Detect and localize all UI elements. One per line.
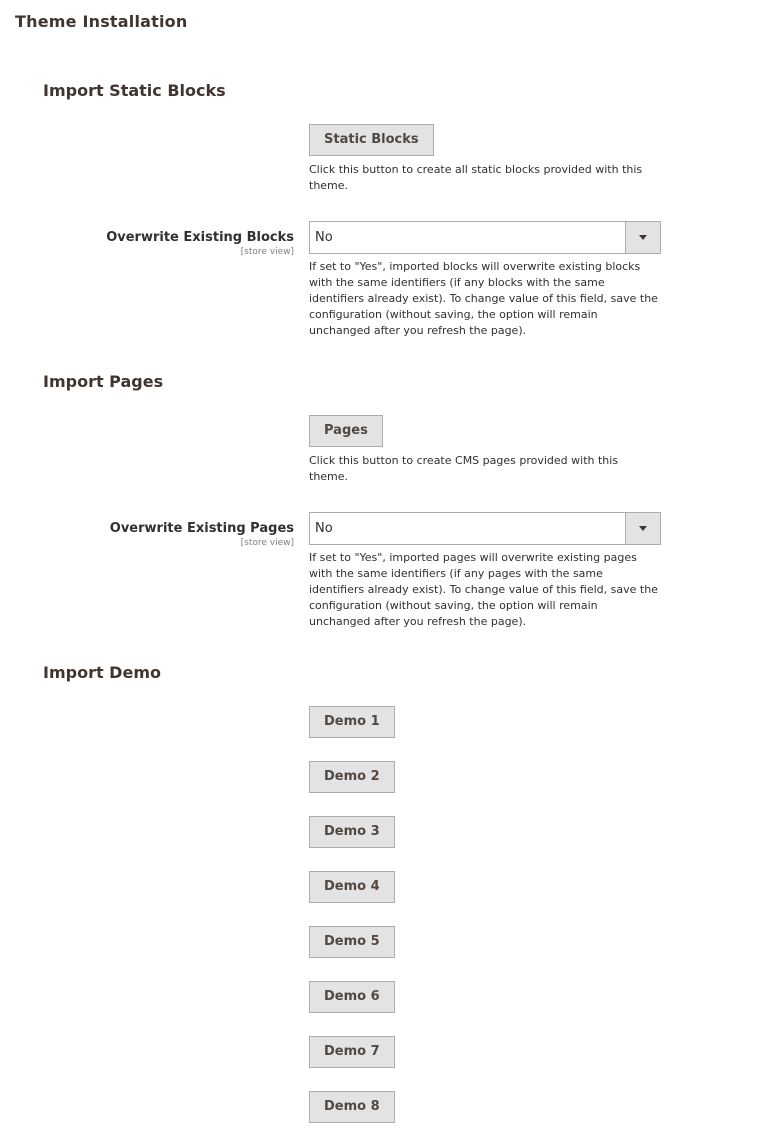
- overwrite-blocks-note: If set to "Yes", imported blocks will overwrite existing blocks with the same identifiers (if any blocks with the same identifiers already exist). To change value of this field, save the configuration (without saving, the option will remain unchanged after you refresh the page).: [309, 260, 658, 337]
- page-title: Theme Installation: [15, 12, 188, 31]
- section-title-demo: Import Demo: [43, 663, 161, 682]
- demo-7-button[interactable]: Demo 7: [309, 1036, 395, 1068]
- overwrite-pages-scope: [store view]: [240, 538, 294, 548]
- overwrite-pages-select[interactable]: [309, 512, 661, 545]
- dropdown-arrow-box: [625, 222, 660, 253]
- pages-button[interactable]: Pages: [309, 415, 383, 447]
- overwrite-blocks-select[interactable]: [309, 221, 661, 254]
- overwrite-pages-label: Overwrite Existing Pages: [109, 521, 294, 536]
- overwrite-pages-value: No: [315, 521, 333, 536]
- static-blocks-button[interactable]: Static Blocks: [309, 124, 434, 156]
- chevron-down-icon: [639, 235, 647, 240]
- section-title-static-blocks: Import Static Blocks: [43, 81, 226, 100]
- overwrite-blocks-label: Overwrite Existing Blocks: [106, 230, 294, 245]
- demo-2-button[interactable]: Demo 2: [309, 761, 395, 793]
- dropdown-arrow-box: [625, 513, 660, 544]
- chevron-down-icon: [639, 526, 647, 531]
- demo-5-button[interactable]: Demo 5: [309, 926, 395, 958]
- overwrite-blocks-scope: [store view]: [240, 247, 294, 257]
- demo-6-button[interactable]: Demo 6: [309, 981, 395, 1013]
- overwrite-pages-note: If set to "Yes", imported pages will overwrite existing pages with the same identifiers (if any pages with the same identifiers already exist). To change value of this field, save the configuration (without saving, the option will remain unchanged after you refresh the page).: [309, 551, 658, 628]
- demo-4-button[interactable]: Demo 4: [309, 871, 395, 903]
- demo-8-button[interactable]: Demo 8: [309, 1091, 395, 1123]
- overwrite-blocks-value: No: [315, 230, 333, 245]
- demo-1-button[interactable]: Demo 1: [309, 706, 395, 738]
- pages-note: Click this button to create CMS pages provided with this theme.: [309, 454, 619, 483]
- section-title-pages: Import Pages: [43, 372, 164, 391]
- static-blocks-note: Click this button to create all static blocks provided with this theme.: [309, 163, 643, 192]
- demo-3-button[interactable]: Demo 3: [309, 816, 395, 848]
